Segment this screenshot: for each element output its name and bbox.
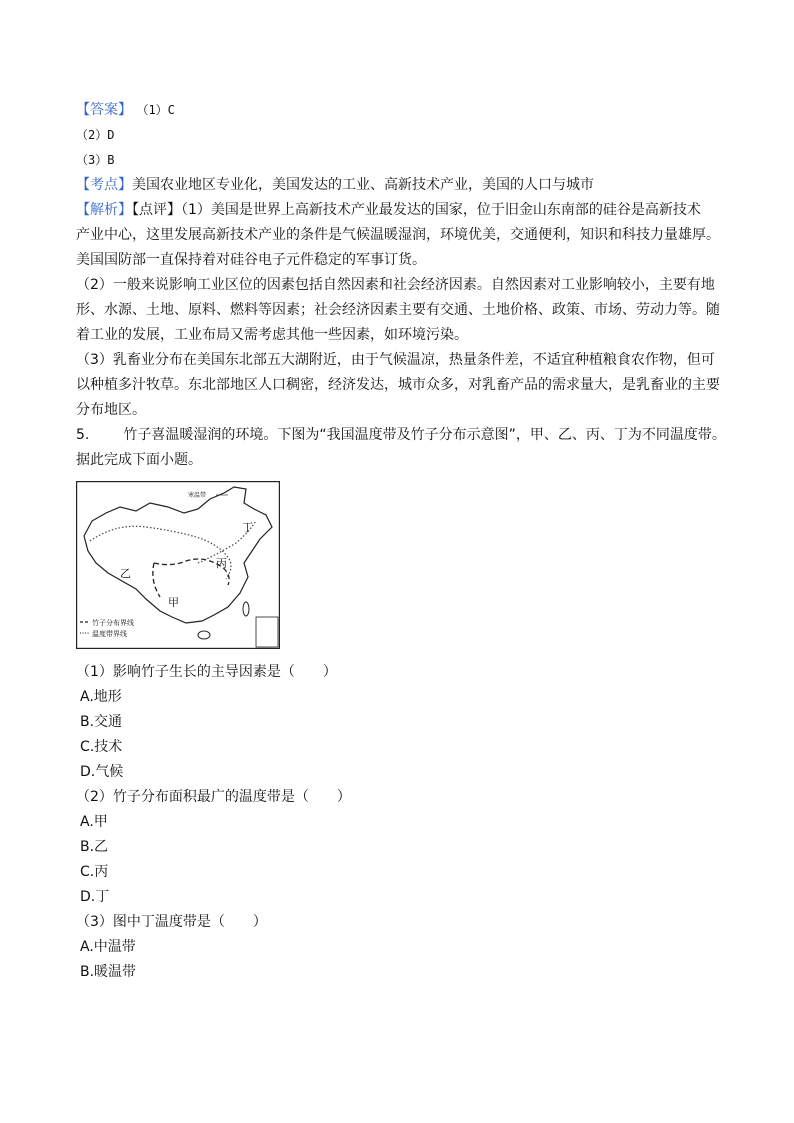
sub2-option-b[interactable]: B.乙: [80, 839, 109, 855]
china-temperature-zone-map: [76, 481, 280, 649]
jiexi-text-8: 以种植多汁牧草。东北部地区人口稠密，经济发达，城市众多，对乳畜产品的需求量大，是乳畜业的主要: [76, 377, 720, 393]
jiexi-label: 【解析】: [76, 202, 132, 218]
sub3-option-b[interactable]: B.暖温带: [80, 964, 137, 980]
sub2-option-a[interactable]: A.甲: [80, 814, 108, 830]
answer-item-3: （3）B: [76, 153, 115, 167]
answer-item-2: （2）D: [76, 128, 115, 142]
zone-label-ding: 丁: [242, 521, 253, 534]
jiexi-text-6: 着工业的发展，工业布局又需考虑其他一些因素，如环境污染。: [76, 327, 468, 343]
jiexi-text-2: 产业中心，这里发展高新技术产业的条件是气候温暖湿润，环境优美，交通便利，知识和科技力量雄厚。: [76, 227, 720, 243]
jiexi-text-9: 分布地区。: [76, 402, 146, 418]
sub1-prompt: （1）影响竹子生长的主导因素是（ ）: [76, 664, 337, 680]
sub1-option-a[interactable]: A.地形: [80, 689, 122, 705]
sub3-option-a[interactable]: A.中温带: [80, 939, 136, 955]
legend-temp-text: 温度带界线: [92, 630, 127, 638]
jiexi-text-5: 形、水源、土地、原料、燃料等因素；社会经济因素主要有交通、土地价格、政策、市场、劳动力等。随: [76, 302, 720, 318]
legend-bamboo-text: 竹子分布界线: [92, 619, 134, 627]
cold-temperate-label: 寒温带: [188, 492, 207, 499]
sub1-option-b[interactable]: B.交通: [80, 714, 123, 730]
sub1-option-c[interactable]: C.技术: [80, 739, 123, 755]
kaodian-line: [76, 176, 594, 194]
sub2-option-c[interactable]: C.丙: [80, 864, 109, 880]
sub3-prompt: （3）图中丁温度带是（ ）: [76, 914, 267, 930]
jiexi-text-3: 美国国防部一直保持着对硅谷电子元件稳定的军事订货。: [76, 252, 426, 268]
zone-label-bing: 丙: [216, 557, 227, 570]
jiexi-line-1: [76, 201, 701, 219]
kaodian-text: 美国农业地区专业化，美国发达的工业、高新技术产业，美国的人口与城市: [132, 177, 594, 193]
sub2-prompt: （2）竹子分布面积最广的温度带是（ ）: [76, 789, 351, 805]
answer-label: 【答案】: [76, 102, 132, 118]
jiexi-text-4: （2）一般来说影响工业区位的因素包括自然因素和社会经济因素。自然因素对工业影响较小，主要有地: [76, 277, 715, 293]
question5-stem-2: 据此完成下面小题。: [76, 452, 202, 468]
sub2-option-d[interactable]: D.丁: [80, 889, 110, 905]
answer-line: [76, 101, 175, 119]
jiexi-text-7: （3）乳畜业分布在美国东北部五大湖附近，由于气候温凉，热量条件差，不适宜种植粮食农作物，但可: [76, 352, 715, 368]
question5-stem-1: 竹子喜温暖湿润的环境。下图为“我国温度带及竹子分布示意图”，甲、乙、丙、丁为不同温度带。: [123, 427, 726, 443]
jiexi-text-1: 【点评】（1）美国是世界上高新技术产业最发达的国家，位于旧金山东南部的硅谷是高新技术: [132, 202, 701, 218]
answer-item-1: （1）C: [136, 103, 175, 117]
zone-label-yi: 乙: [120, 567, 131, 580]
question5-stem: [76, 426, 726, 444]
sub1-option-d[interactable]: D.气候: [80, 764, 124, 780]
question5-number: 5.: [76, 427, 90, 443]
zone-label-jia: 甲: [168, 596, 179, 609]
kaodian-label: 【考点】: [76, 177, 132, 193]
